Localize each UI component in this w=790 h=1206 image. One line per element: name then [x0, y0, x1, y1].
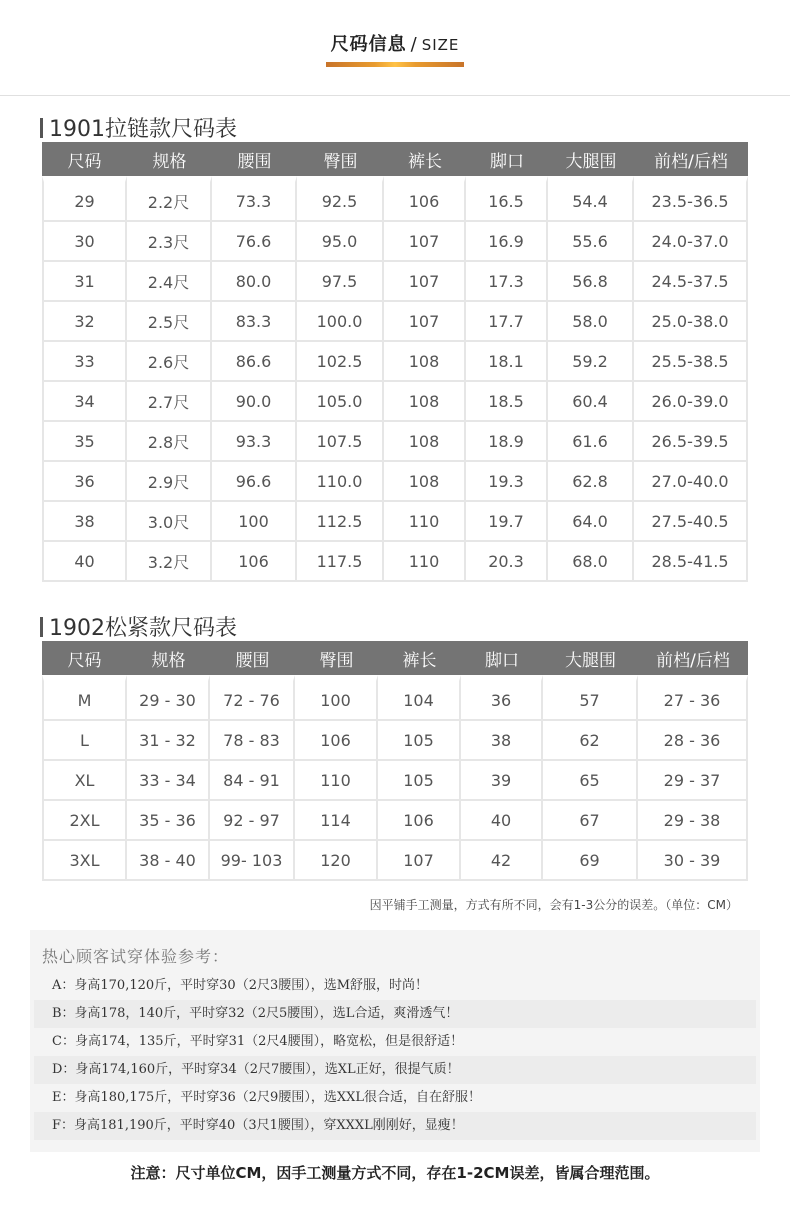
table-cell: 2.4尺: [127, 262, 212, 302]
table-cell: 18.5: [466, 382, 548, 422]
table-cell: 106: [212, 542, 297, 582]
table-cell: 92.5: [297, 176, 384, 222]
table-cell: 26.5-39.5: [634, 422, 748, 462]
column-header: 大腿围: [548, 142, 634, 176]
table-cell: 106: [384, 176, 466, 222]
table-cell: 114: [295, 801, 378, 841]
table-cell: 83.3: [212, 302, 297, 342]
table-cell: 84 - 91: [210, 761, 295, 801]
page-header: [0, 30, 790, 67]
table-cell: XL: [42, 761, 127, 801]
table-cell: L: [42, 721, 127, 761]
table2-title-text: 1902松紧款尺码表: [49, 616, 237, 641]
title-underline: [326, 62, 464, 67]
table-cell: 117.5: [297, 542, 384, 582]
table-cell: 18.1: [466, 342, 548, 382]
table-cell: 96.6: [212, 462, 297, 502]
column-header: 臀围: [295, 641, 378, 675]
table-row: [42, 502, 748, 542]
table-cell: 42: [461, 841, 543, 881]
table-cell: 90.0: [212, 382, 297, 422]
column-header: 大腿围: [543, 641, 638, 675]
column-header: 尺码: [42, 641, 127, 675]
table-cell: 36: [42, 462, 127, 502]
table-header-row: [42, 641, 748, 675]
table-cell: 65: [543, 761, 638, 801]
table-cell: 17.7: [466, 302, 548, 342]
table-cell: 106: [295, 721, 378, 761]
column-header: 尺码: [42, 142, 127, 176]
column-header: 规格: [127, 641, 210, 675]
table-cell: 2.9尺: [127, 462, 212, 502]
table-row: [42, 675, 748, 721]
table-cell: 86.6: [212, 342, 297, 382]
table-cell: 27 - 36: [638, 675, 748, 721]
experience-item: F：身高181,190斤，平时穿40（3尺1腰围），穿XXXL刚刚好，显瘦！: [34, 1112, 756, 1140]
table-cell: 107: [378, 841, 461, 881]
table-cell: 105: [378, 761, 461, 801]
title-en: SIZE: [421, 36, 460, 54]
table-cell: 69: [543, 841, 638, 881]
table-cell: 25.0-38.0: [634, 302, 748, 342]
table-cell: 31: [42, 262, 127, 302]
table-cell: 100: [295, 675, 378, 721]
table-cell: 100.0: [297, 302, 384, 342]
table-cell: 108: [384, 382, 466, 422]
table-cell: 20.3: [466, 542, 548, 582]
measurement-note: 因平铺手工测量，方式有所不同，会有1-3公分的误差。（单位：CM）: [369, 898, 738, 912]
table-cell: 16.5: [466, 176, 548, 222]
table-cell: 36: [461, 675, 543, 721]
table-cell: 73.3: [212, 176, 297, 222]
table-cell: 55.6: [548, 222, 634, 262]
table-cell: 97.5: [297, 262, 384, 302]
table-cell: 31 - 32: [127, 721, 210, 761]
table-cell: 105: [378, 721, 461, 761]
table-cell: 104: [378, 675, 461, 721]
divider: [0, 95, 790, 96]
column-header: 规格: [127, 142, 212, 176]
experience-item: E：身高180,175斤，平时穿36（2尺9腰围），选XXL很合适，自在舒服！: [52, 1090, 481, 1105]
table-cell: 62.8: [548, 462, 634, 502]
table2-title: [40, 611, 237, 642]
table-cell: 40: [461, 801, 543, 841]
column-header: 裤长: [378, 641, 461, 675]
table-row: [42, 222, 748, 262]
table1-title-text: 1901拉链款尺码表: [49, 117, 237, 142]
table-cell: 68.0: [548, 542, 634, 582]
table-cell: 92 - 97: [210, 801, 295, 841]
size-table-1902: [42, 641, 748, 881]
footer-note: 注意：尺寸单位CM，因手工测量方式不同，存在1-2CM误差，皆属合理范围。: [130, 1164, 660, 1182]
column-header: 裤长: [384, 142, 466, 176]
table-cell: 99- 103: [210, 841, 295, 881]
table-cell: 38: [42, 502, 127, 542]
table-cell: 3XL: [42, 841, 127, 881]
table-cell: 16.9: [466, 222, 548, 262]
table-cell: 30: [42, 222, 127, 262]
table-row: [42, 262, 748, 302]
table-cell: 120: [295, 841, 378, 881]
table-cell: 30 - 39: [638, 841, 748, 881]
table-cell: 76.6: [212, 222, 297, 262]
column-header: 脚口: [466, 142, 548, 176]
experience-item: D：身高174,160斤，平时穿34（2尺7腰围），选XL正好，很提气质！: [34, 1056, 756, 1084]
table-row: [42, 841, 748, 881]
table-row: [42, 721, 748, 761]
experience-item: C：身高174，135斤，平时穿31（2尺4腰围），略宽松，但是很舒适！: [52, 1034, 464, 1049]
table-header-row: [42, 142, 748, 176]
table-row: [42, 761, 748, 801]
table-cell: 106: [378, 801, 461, 841]
table-cell: 107.5: [297, 422, 384, 462]
table-cell: 3.0尺: [127, 502, 212, 542]
table-cell: 38: [461, 721, 543, 761]
table-cell: 29 - 37: [638, 761, 748, 801]
table-cell: 24.0-37.0: [634, 222, 748, 262]
page-title: [0, 30, 790, 56]
table-cell: 38 - 40: [127, 841, 210, 881]
column-header: 臀围: [297, 142, 384, 176]
table-cell: 17.3: [466, 262, 548, 302]
table-row: [42, 801, 748, 841]
table-cell: 110: [295, 761, 378, 801]
column-header: 腰围: [210, 641, 295, 675]
experience-list: [34, 972, 756, 1140]
experience-title: 热心顾客试穿体验参考：: [42, 947, 230, 966]
table-cell: 102.5: [297, 342, 384, 382]
table-cell: 33: [42, 342, 127, 382]
table-cell: 24.5-37.5: [634, 262, 748, 302]
experience-item: A：身高170,120斤，平时穿30（2尺3腰围），选M舒服，时尚！: [52, 978, 429, 993]
table-cell: 35: [42, 422, 127, 462]
table-cell: 110: [384, 502, 466, 542]
table-row: [42, 342, 748, 382]
size-table-1901: [42, 142, 748, 582]
table-row: [42, 302, 748, 342]
title-marker: [40, 617, 43, 637]
table-cell: 72 - 76: [210, 675, 295, 721]
table-cell: 39: [461, 761, 543, 801]
table-row: [42, 462, 748, 502]
table-cell: 110: [384, 542, 466, 582]
table-cell: 80.0: [212, 262, 297, 302]
table-cell: 64.0: [548, 502, 634, 542]
table-row: [42, 382, 748, 422]
table-cell: 18.9: [466, 422, 548, 462]
table-cell: 56.8: [548, 262, 634, 302]
table-cell: 107: [384, 302, 466, 342]
column-header: 腰围: [212, 142, 297, 176]
table-cell: 110.0: [297, 462, 384, 502]
table-cell: 105.0: [297, 382, 384, 422]
column-header: 脚口: [461, 641, 543, 675]
column-header: 前档/后档: [634, 142, 748, 176]
table-cell: 100: [212, 502, 297, 542]
table-cell: 60.4: [548, 382, 634, 422]
table-cell: 2.8尺: [127, 422, 212, 462]
table-cell: 34: [42, 382, 127, 422]
table-cell: 108: [384, 342, 466, 382]
table-cell: 2.3尺: [127, 222, 212, 262]
table-cell: 33 - 34: [127, 761, 210, 801]
table1-title: [40, 112, 237, 143]
table-row: [42, 176, 748, 222]
table-cell: 108: [384, 422, 466, 462]
table-cell: 95.0: [297, 222, 384, 262]
table-cell: M: [42, 675, 127, 721]
table-cell: 2.7尺: [127, 382, 212, 422]
table-cell: 3.2尺: [127, 542, 212, 582]
table-cell: 35 - 36: [127, 801, 210, 841]
table-cell: 57: [543, 675, 638, 721]
table-cell: 112.5: [297, 502, 384, 542]
table-cell: 2XL: [42, 801, 127, 841]
title-separator: /: [410, 34, 418, 55]
table-cell: 28.5-41.5: [634, 542, 748, 582]
table-cell: 19.3: [466, 462, 548, 502]
table-cell: 108: [384, 462, 466, 502]
customer-experience-box: [30, 930, 760, 1152]
table-row: [42, 542, 748, 582]
table-cell: 26.0-39.0: [634, 382, 748, 422]
table-cell: 61.6: [548, 422, 634, 462]
table-cell: 54.4: [548, 176, 634, 222]
table-cell: 19.7: [466, 502, 548, 542]
table-cell: 28 - 36: [638, 721, 748, 761]
table-cell: 78 - 83: [210, 721, 295, 761]
column-header: 前档/后档: [638, 641, 748, 675]
table-row: [42, 422, 748, 462]
table-cell: 29: [42, 176, 127, 222]
table-cell: 58.0: [548, 302, 634, 342]
table-cell: 2.2尺: [127, 176, 212, 222]
table-cell: 62: [543, 721, 638, 761]
experience-item: B：身高178，140斤，平时穿32（2尺5腰围），选L合适，爽滑透气！: [34, 1000, 756, 1028]
table-cell: 107: [384, 222, 466, 262]
table-cell: 25.5-38.5: [634, 342, 748, 382]
title-marker: [40, 118, 43, 138]
table-cell: 59.2: [548, 342, 634, 382]
table-cell: 27.5-40.5: [634, 502, 748, 542]
title-cn: 尺码信息: [330, 34, 407, 55]
table-cell: 2.5尺: [127, 302, 212, 342]
table-cell: 107: [384, 262, 466, 302]
table-cell: 29 - 38: [638, 801, 748, 841]
table-cell: 93.3: [212, 422, 297, 462]
table-cell: 67: [543, 801, 638, 841]
table-cell: 27.0-40.0: [634, 462, 748, 502]
table-cell: 29 - 30: [127, 675, 210, 721]
table-cell: 40: [42, 542, 127, 582]
table-cell: 32: [42, 302, 127, 342]
table-cell: 23.5-36.5: [634, 176, 748, 222]
table-cell: 2.6尺: [127, 342, 212, 382]
